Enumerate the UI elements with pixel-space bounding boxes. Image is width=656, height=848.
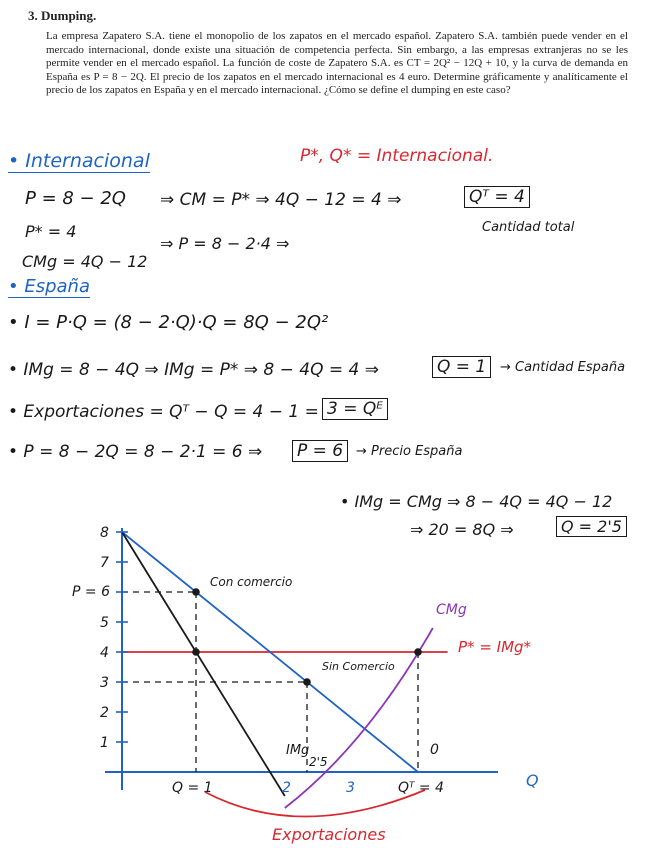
q-box: Q = 1 (432, 356, 491, 378)
y-tick-label-4: 4 (100, 645, 109, 661)
internacional-title: • Internacional (8, 150, 150, 172)
income-eq: • I = P·Q = (8 − 2·Q)·Q = 8Q − 2Q² (8, 312, 329, 333)
point-2 (303, 678, 311, 686)
img-cmg-eq2: ⇒ 20 = 8Q ⇒ (410, 520, 514, 539)
x-tick-3: 3 (346, 780, 355, 796)
point-1 (192, 588, 200, 596)
sin-comercio-label: Sin Comercio (322, 660, 395, 673)
img-eq: • IMg = 8 − 4Q ⇒ IMg = P* ⇒ 8 − 4Q = 4 ⇒ (8, 360, 379, 380)
exports-box: 3 = Qᴱ (322, 398, 388, 420)
img-curve (122, 532, 285, 796)
img-curve-label: IMg (286, 743, 310, 758)
point-4 (414, 648, 422, 656)
demand-eq: P = 8 − 2Q (25, 188, 126, 209)
cmg-curve-label: CMg (436, 602, 467, 618)
qt-box: Qᵀ = 4 (464, 186, 530, 208)
p-substitution: ⇒ P = 8 − 2·4 ⇒ (160, 234, 290, 253)
precio-espana: → Precio España (356, 444, 463, 459)
x-label-qt: Qᵀ = 4 (398, 780, 444, 796)
y-label-p6: P = 6 (72, 584, 110, 600)
y-tick-label-3: 3 (100, 675, 109, 691)
img-cmg-eq: • IMg = CMg ⇒ 8 − 4Q = 4Q − 12 (340, 492, 613, 511)
cantidad-espana: → Cantidad España (500, 360, 626, 375)
y-tick-label-2: 2 (100, 705, 109, 721)
con-comercio-label: Con comercio (210, 575, 293, 589)
point-3 (192, 648, 200, 656)
p-box: P = 6 (292, 440, 348, 462)
y-tick-label-5: 5 (100, 615, 109, 631)
y-tick-label-7: 7 (100, 555, 109, 571)
x-label-q1: Q = 1 (172, 780, 213, 796)
y-ticks (100, 525, 128, 751)
exports-eq: • Exportaciones = Qᵀ − Q = 4 − 1 = (8, 402, 319, 422)
x-tick-2: 2 (282, 780, 291, 796)
problem-heading: 3. Dumping. (28, 8, 97, 23)
y-tick-label-1: 1 (100, 735, 109, 751)
world-price-label: P* = IMg* (458, 638, 532, 656)
origin-zero: 0 (430, 742, 439, 758)
pstar-value: P* = 4 (25, 222, 77, 241)
exportaciones-label: Exportaciones (272, 825, 386, 844)
y-tick-label-8: 8 (100, 525, 109, 541)
exportaciones-brace (205, 790, 425, 817)
cmg-eq: CMg = 4Q − 12 (22, 252, 148, 271)
espana-title: • España (8, 276, 90, 297)
pstar-note: P*, Q* = Internacional. (300, 146, 494, 166)
x-tick-25: 2'5 (309, 755, 328, 769)
problem-text: La empresa Zapatero S.A. tiene el monopolio de los zapatos en el mercado español. Zapatero S.A. también puede vender en el mercado internacional, donde existe una situación de competencia perfecta. Sin embargo, a las empresas extranjeras no se les permite vender en el mercado español. La función de coste de Zapatero S.A. es CT = 2Q² − 12Q + 10, y la curva de demanda en España es P = 8 − 2Q. El precio de los zapatos en el mercado internacional es 4 euro. Determine gráficamente y analíticamente el precio de los zapatos en España y en el mercado internacional. ¿Cómo se define el dumping en este caso? (46, 30, 628, 96)
cantidad-total: Cantidad total (482, 220, 575, 235)
q25-box: Q = 2'5 (556, 516, 627, 537)
cm-eq: ⇒ CM = P* ⇒ 4Q − 12 = 4 ⇒ (160, 190, 402, 210)
guide-lines (122, 592, 418, 772)
axis-q-label: Q (526, 771, 539, 790)
price-eq: • P = 8 − 2Q = 8 − 2·1 = 6 ⇒ (8, 442, 263, 462)
